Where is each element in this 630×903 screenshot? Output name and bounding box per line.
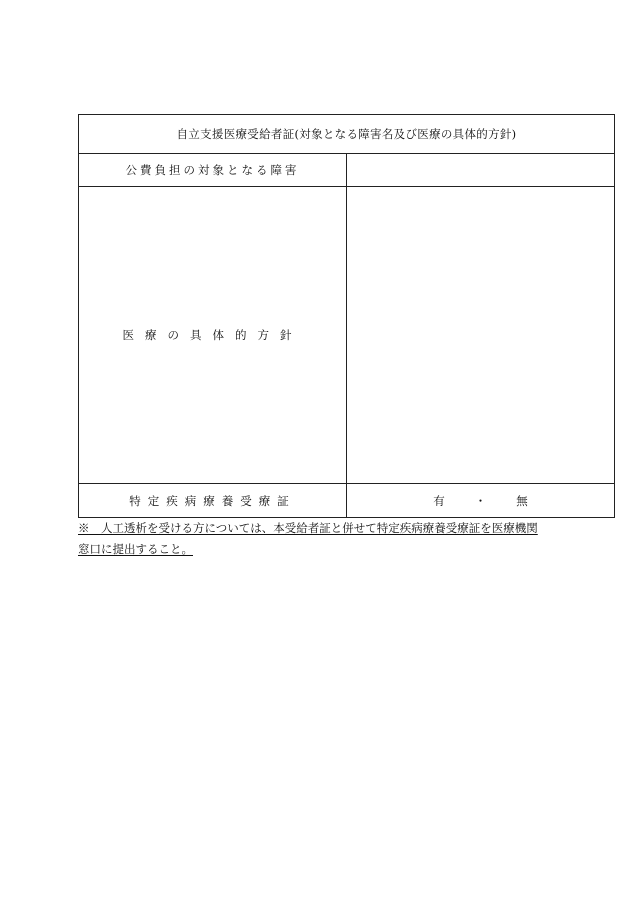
- medical-policy-label: 医療の具体的方針: [79, 187, 347, 484]
- specific-disease-certificate-choice: [347, 484, 615, 518]
- table-row: [79, 484, 615, 518]
- note-line-2: 窓口に提出すること。: [78, 542, 193, 556]
- table-row: [79, 154, 615, 187]
- table-row: [79, 187, 615, 484]
- option-yes[interactable]: 有: [433, 493, 445, 508]
- certificate-form-table: [78, 114, 615, 518]
- specific-disease-certificate-label: 特定疾病療養受療証: [79, 484, 347, 518]
- medical-policy-field[interactable]: [347, 187, 615, 484]
- dialysis-note: [78, 518, 618, 560]
- public-burden-disability-field[interactable]: [347, 154, 615, 187]
- option-separator: ・: [474, 493, 487, 508]
- option-no[interactable]: 無: [516, 493, 528, 508]
- form-title: 自立支援医療受給者証(対象となる障害名及び医療の具体的方針): [79, 115, 615, 154]
- public-burden-disability-label: 公費負担の対象となる障害: [79, 154, 347, 187]
- note-line-1: ※ 人工透析を受ける方については、本受給者証と併せて特定疾病療養受療証を医療機関: [78, 521, 538, 535]
